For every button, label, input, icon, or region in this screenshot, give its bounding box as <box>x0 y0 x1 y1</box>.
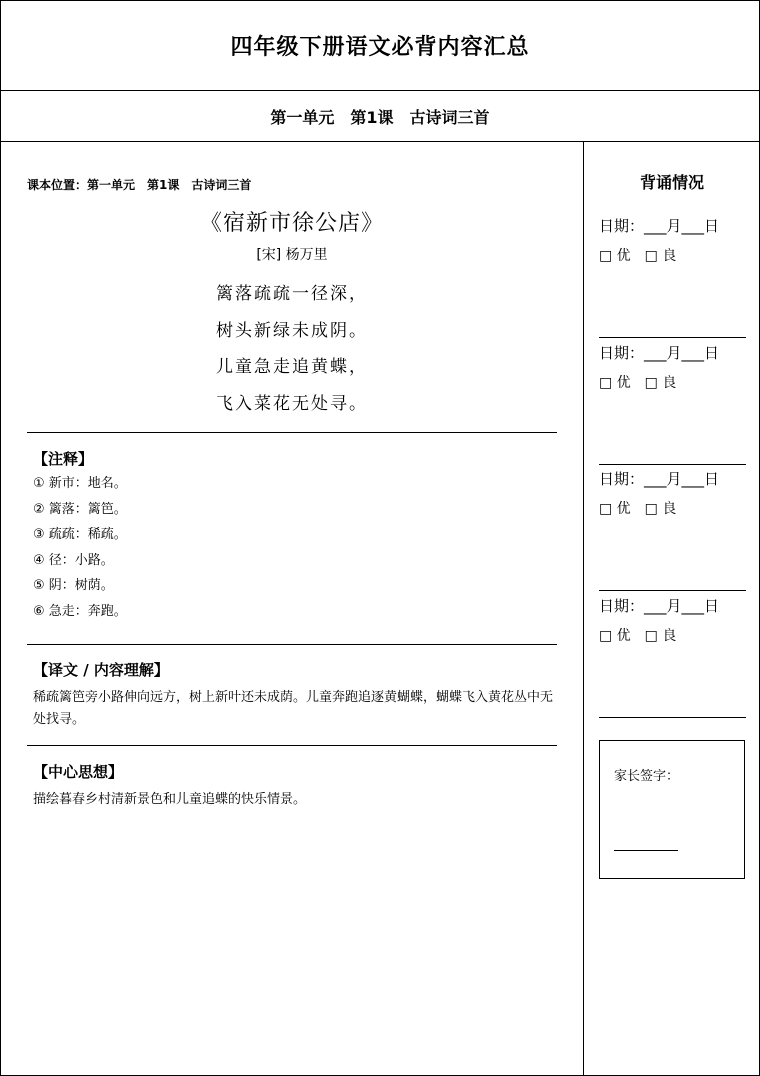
signature-line <box>614 850 678 851</box>
content-column <box>1 142 584 1075</box>
section-divider <box>27 745 557 746</box>
entry-divider <box>599 464 746 465</box>
note-item: ① 新市：地名。 <box>33 476 127 491</box>
parent-signature-label: 家长签字： <box>614 769 680 784</box>
parent-signature-box <box>599 740 745 879</box>
recitation-rating: □ 优 □ 良 <box>599 375 677 391</box>
note-item: ② 篱落：篱笆。 <box>33 501 127 517</box>
translation-heading: 【译文 / 内容理解】 <box>33 661 169 679</box>
content-body <box>1 142 759 1075</box>
recitation-column <box>584 142 759 1075</box>
recitation-rating: □ 优 □ 良 <box>599 628 677 644</box>
note-item: ④ 径：小路。 <box>33 552 114 568</box>
recitation-rating: □ 优 □ 良 <box>599 501 677 517</box>
recitation-date: 日期：___月___日 <box>599 344 720 362</box>
translation-text: 稀疏篱笆旁小路伸向远方，树上新叶还未成荫。儿童奔跑追逐黄蝴蝶，蝴蝶飞入黄花丛中无处找寻。 <box>33 690 554 727</box>
entry-divider <box>599 590 746 591</box>
recitation-date: 日期：___月___日 <box>599 470 720 488</box>
lesson-subtitle: 第一单元 第1课 古诗词三首 <box>270 107 490 127</box>
recitation-rating: □ 优 □ 良 <box>599 248 677 264</box>
poem-line: 树头新绿未成阴。 <box>216 320 368 341</box>
title-row <box>1 1 759 91</box>
entry-divider <box>599 717 746 718</box>
notes-list <box>33 475 127 628</box>
page-title: 四年级下册语文必背内容汇总 <box>230 35 530 60</box>
notes-heading: 【注释】 <box>33 450 94 468</box>
entry-divider <box>599 337 746 338</box>
recitation-date: 日期：___月___日 <box>599 597 720 615</box>
poem-title: 《宿新市徐公店》 <box>199 211 384 236</box>
section-divider <box>27 644 557 645</box>
section-divider <box>27 432 557 433</box>
poem-body <box>1 281 583 427</box>
recitation-entry <box>599 469 749 518</box>
poem-line: 飞入菜花无处寻。 <box>216 393 368 414</box>
recitation-entry <box>599 343 749 392</box>
poem-author: [宋] 杨万里 <box>256 247 328 263</box>
lesson-location: 课本位置：第一单元 第1课 古诗词三首 <box>27 178 252 192</box>
theme-heading: 【中心思想】 <box>33 763 124 781</box>
poem-line: 儿童急走追黄蝶， <box>216 357 368 377</box>
note-item: ⑥ 急走：奔跑。 <box>33 603 127 619</box>
recitation-entry <box>599 596 749 645</box>
note-item: ⑤ 阴：树荫。 <box>33 578 114 593</box>
recitation-entry <box>599 216 749 265</box>
theme-text: 描绘暮春乡村清新景色和儿童追蝶的快乐情景。 <box>33 792 307 807</box>
recitation-date: 日期：___月___日 <box>599 217 720 235</box>
note-item: ③ 疏疏：稀疏。 <box>33 527 127 542</box>
recitation-heading: 背诵情况 <box>639 173 704 192</box>
poem-line: 篱落疏疏一径深， <box>216 284 368 304</box>
subtitle-row <box>1 91 759 142</box>
